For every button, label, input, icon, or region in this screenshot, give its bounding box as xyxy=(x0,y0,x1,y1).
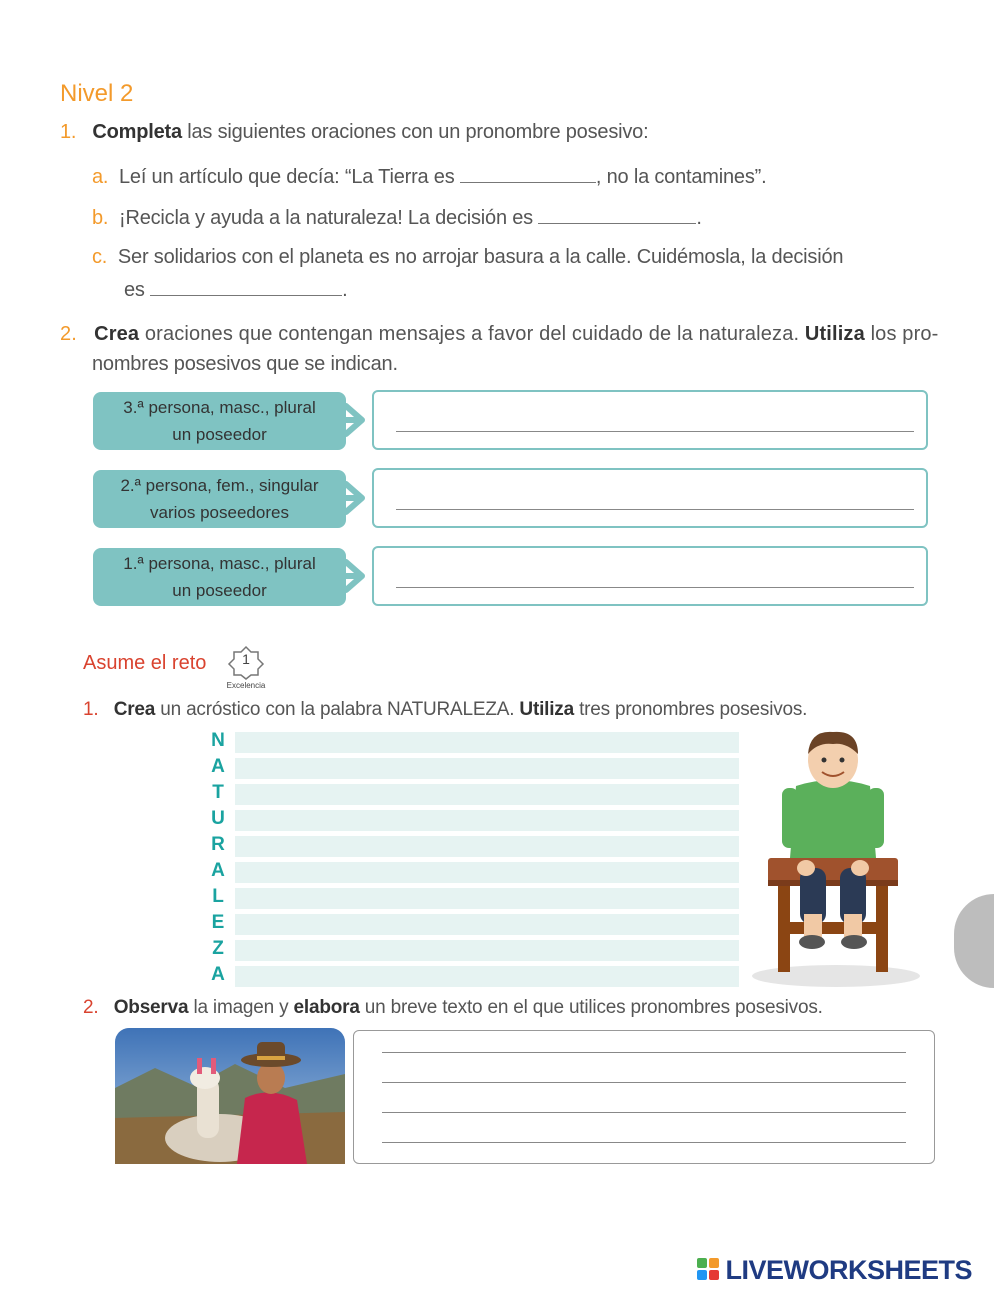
acrostic-letter: A xyxy=(211,964,225,985)
task-1-text1: un acróstico con la palabra NATURALEZA. xyxy=(160,699,515,720)
task-1-verb2: Utiliza xyxy=(519,699,574,720)
acrostic-letter: U xyxy=(211,808,225,829)
writing-line[interactable] xyxy=(382,1142,906,1143)
item-c-text: Ser solidarios con el planeta es no arrojar basura a la calle. Cuidémosla, la decisión xyxy=(117,246,844,268)
writing-line[interactable] xyxy=(382,1082,906,1083)
woman-with-llama-photo xyxy=(115,1028,345,1164)
writing-line[interactable] xyxy=(382,1052,906,1053)
task-2-text1: la imagen y xyxy=(193,997,289,1018)
liveworksheets-logo xyxy=(697,1255,972,1285)
item-a-blank[interactable] xyxy=(460,164,596,183)
item-b-text: ¡Recicla y ayuda a la naturaleza! La decisión es xyxy=(119,207,533,229)
task-1-number: 1. xyxy=(83,699,99,720)
pronoun-label-2-line1: 2.ª persona, fem., singular xyxy=(120,476,319,495)
writing-line[interactable] xyxy=(382,1112,906,1113)
acrostic-field[interactable] xyxy=(235,966,739,987)
level-title: Nivel 2 xyxy=(60,80,134,107)
exercise-1-text: las siguientes oraciones con un pronombre posesivo: xyxy=(187,121,649,143)
acrostic-letter: R xyxy=(211,834,225,855)
pronoun-label-1 xyxy=(93,392,346,450)
item-c-letter: c. xyxy=(92,246,108,268)
exercise-2-number: 2. xyxy=(60,323,77,345)
acrostic-letter: A xyxy=(211,756,225,777)
task-1-verb1: Crea xyxy=(113,699,156,720)
acrostic-field[interactable] xyxy=(235,836,739,857)
exercise-1-item-b xyxy=(92,205,702,230)
item-b-after: . xyxy=(696,207,702,229)
exercise-2-text2: los pro- xyxy=(870,323,939,345)
acrostic-field[interactable] xyxy=(235,940,739,961)
exercise-1-verb: Completa xyxy=(92,121,182,143)
boy-on-bench-photo xyxy=(748,728,928,990)
item-c-blank[interactable] xyxy=(150,277,342,296)
arrow-right-icon xyxy=(340,556,370,596)
item-a-after: , no la contamines”. xyxy=(595,166,767,188)
answer-box-1[interactable] xyxy=(372,390,928,450)
acrostic-letter: N xyxy=(211,730,225,751)
task-2-text2: un breve texto en el que utilices pronombres posesivos. xyxy=(364,997,823,1018)
pronoun-label-1-line1: 3.ª persona, masc., plural xyxy=(123,398,316,417)
page-edge-tab xyxy=(954,894,994,988)
writing-box[interactable] xyxy=(353,1030,935,1164)
exercise-2-text1: oraciones que contengan mensajes a favor del cuidado de la naturaleza. xyxy=(144,323,800,345)
challenge-title: Asume el reto xyxy=(83,652,207,674)
acrostic-field[interactable] xyxy=(235,784,739,805)
acrostic-field[interactable] xyxy=(235,758,739,779)
acrostic-field[interactable] xyxy=(235,888,739,909)
badge-label: Excelencia xyxy=(226,681,266,690)
acrostic-field[interactable] xyxy=(235,862,739,883)
exercise-1-number: 1. xyxy=(60,121,77,143)
exercise-1-item-c xyxy=(92,246,843,269)
answer-box-3[interactable] xyxy=(372,546,928,606)
answer-box-2[interactable] xyxy=(372,468,928,528)
arrow-right-icon xyxy=(340,478,370,518)
liveworksheets-logo-icon xyxy=(697,1258,721,1284)
task-2-verb2: elabora xyxy=(293,997,360,1018)
acrostic-field[interactable] xyxy=(235,732,739,753)
pronoun-label-1-line2: un poseedor xyxy=(172,425,267,444)
brand-name: LIVEWORKSHEETS xyxy=(725,1255,972,1285)
pronoun-label-3 xyxy=(93,548,346,606)
task-2-verb1: Observa xyxy=(113,997,189,1018)
item-a-text: Leí un artículo que decía: “La Tierra es xyxy=(119,166,455,188)
exercise-2-instruction xyxy=(60,323,939,346)
exercise-1-instruction xyxy=(60,121,648,144)
exercise-2-verb1: Crea xyxy=(94,323,140,345)
item-c-after: . xyxy=(342,279,348,301)
exercise-1-item-c-line2 xyxy=(124,277,347,302)
acrostic-field[interactable] xyxy=(235,810,739,831)
exercise-1-item-a xyxy=(92,164,766,189)
item-a-letter: a. xyxy=(92,166,109,188)
task-1-text2: tres pronombres posesivos. xyxy=(579,699,808,720)
item-b-blank[interactable] xyxy=(538,205,696,224)
exercise-2-instruction-line2: nombres posesivos que se indican. xyxy=(92,353,398,375)
acrostic-letter: E xyxy=(211,912,225,933)
challenge-task-2 xyxy=(83,997,823,1019)
acrostic-letter: L xyxy=(212,886,224,907)
pronoun-label-3-line1: 1.ª persona, masc., plural xyxy=(123,554,316,573)
pronoun-label-2 xyxy=(93,470,346,528)
item-c-text2: es xyxy=(124,279,145,301)
badge-number: 1 xyxy=(242,651,250,667)
exercise-2-verb2: Utiliza xyxy=(804,323,865,345)
acrostic-letter: A xyxy=(211,860,225,881)
pronoun-label-3-line2: un poseedor xyxy=(172,581,267,600)
arrow-right-icon xyxy=(340,400,370,440)
task-2-number: 2. xyxy=(83,997,99,1018)
acrostic-letter: Z xyxy=(212,938,224,959)
acrostic-letter: T xyxy=(212,782,224,803)
item-b-letter: b. xyxy=(92,207,109,229)
acrostic-field[interactable] xyxy=(235,914,739,935)
pronoun-label-2-line2: varios poseedores xyxy=(150,503,289,522)
challenge-task-1 xyxy=(83,699,807,721)
